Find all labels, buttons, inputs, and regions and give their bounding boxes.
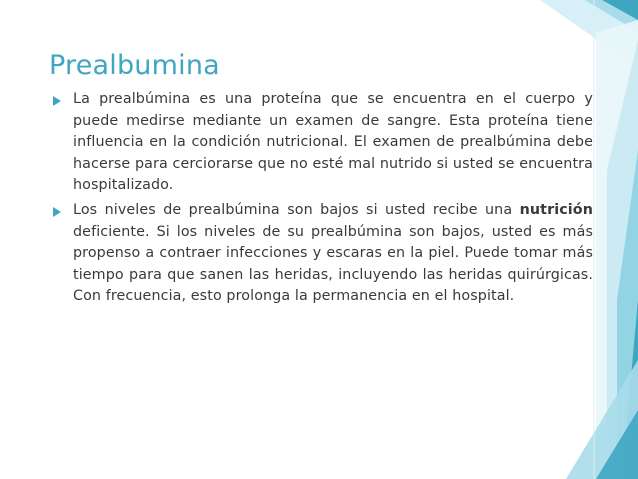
- bold-term: nutrición: [519, 201, 593, 218]
- slide-title: Prealbumina: [49, 50, 220, 81]
- bullet-text-before: Los niveles de prealbúmina son bajos si usted recibe una: [73, 201, 520, 218]
- triangle-arrow-icon: [53, 96, 61, 106]
- bullet-text-after: deficiente. Si los niveles de su prealbúmina son bajos, usted es más propenso a contraer infecciones y escaras en la piel. Puede tomar más tiempo para que sanen las heridas, incluyendo las heridas quirúrgicas. Con frecuencia, esto prolonga la permanencia en el hospital.: [73, 223, 593, 305]
- bullet-item: [52, 200, 593, 308]
- triangle-arrow-icon: [53, 207, 61, 217]
- bullet-list: [52, 89, 593, 311]
- bullet-text: La prealbúmina es una proteína que se encuentra en el cuerpo y puede medirse mediante un examen de sangre. Esta proteína tiene influencia en la condición nutricional. El examen de prealbúmina debe hacerse para cerciorarse que no esté mal nutrido si usted se encuentra hospitalizado.: [73, 91, 593, 194]
- bullet-text: [73, 200, 593, 308]
- bullet-item: [52, 89, 593, 197]
